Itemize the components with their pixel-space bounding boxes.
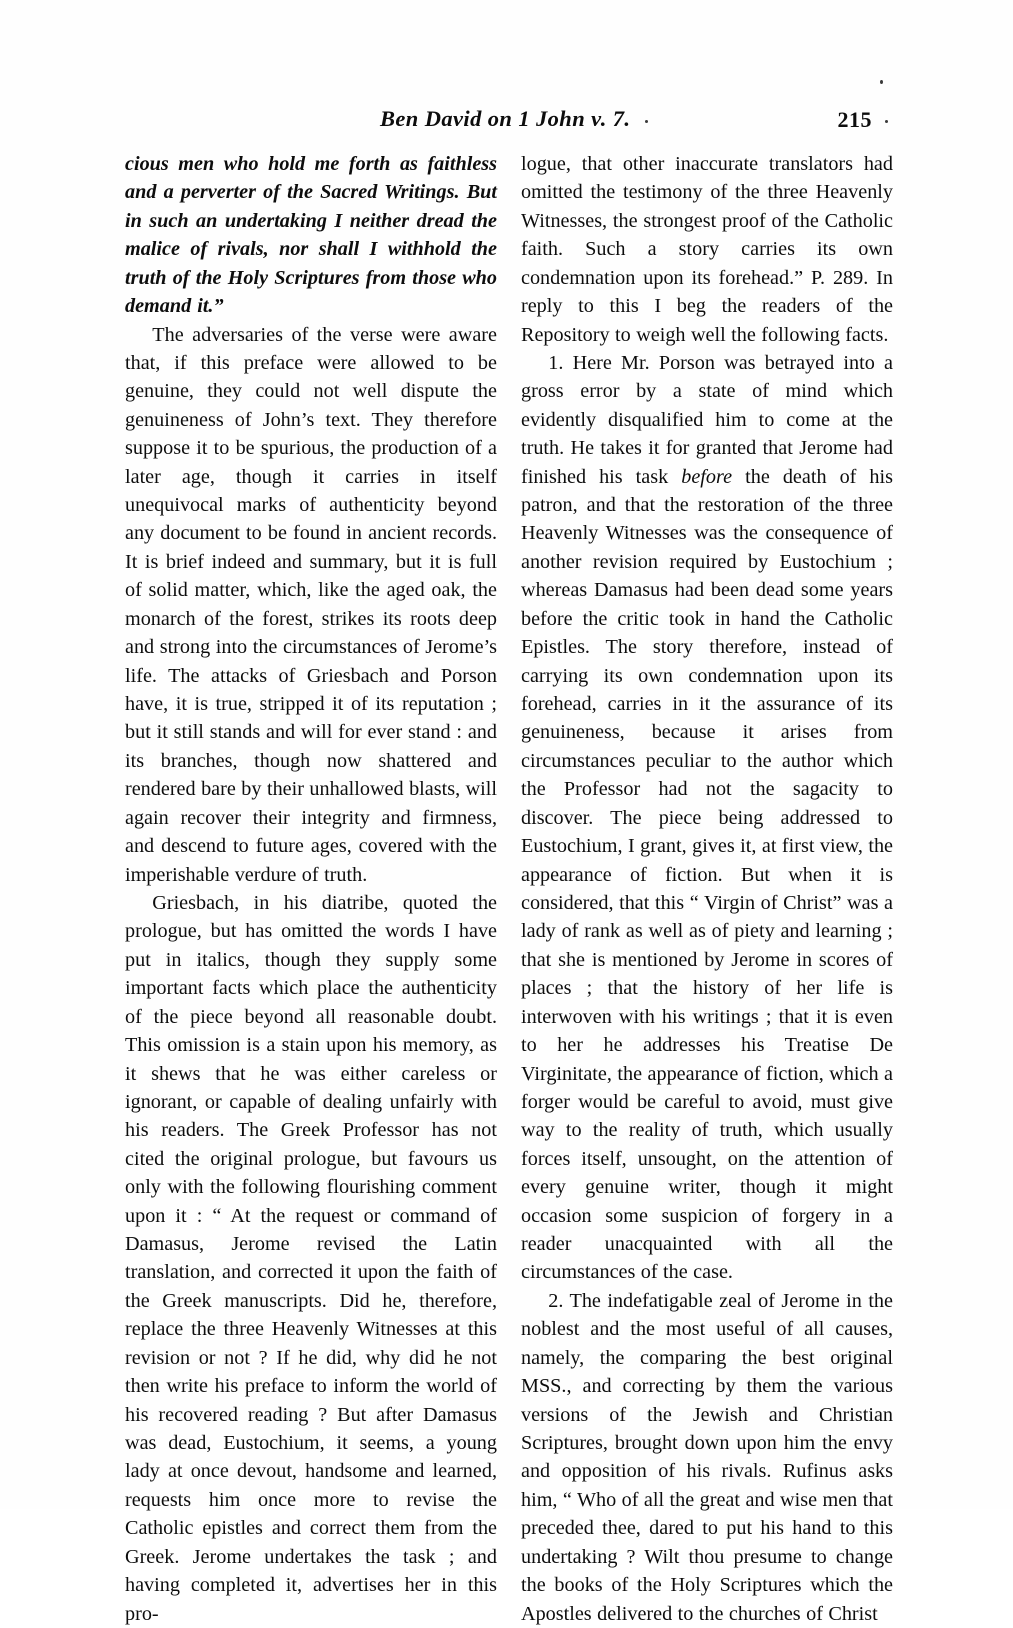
emphasis-before: before [681,465,733,488]
point-2-text: The indefatigable zeal of Jerome in the noblest and the most useful of all causes, namely, the comparing the best original MSS., and correcting by them the various versions of the Jewish and Christian Scriptures, brought down upon him the envy and opposition of his rivals. Rufinus asks him, “ Who of all the great and wise men that preceded thee, dared to put his hand to this undertaking ? Wilt thou presume to change the books of the Holy Scriptures which the Apostles delivered to the churches of Christ [521,1289,893,1625]
scan-speck-icon [885,120,888,123]
page-header-title [380,106,630,132]
header-title-text: Ben David on 1 John v. 7. [380,106,631,131]
point-1-text-after: the death of his patron, and that the restoration of the three Heavenly Witnesses was the consequence of another revision required by Eustochium ; whereas Damasus had been dead some years before the critic took in hand the Catholic Epistles. The story therefore, instead of carrying its own condemnation upon its forehead, carries in it the assurance of its genuineness, because it arises from circumstances peculiar to the author which the Professor had not the sagacity to discover. The piece being addressed to Eustochium, I grant, gives it, at first view, the appearance of fiction. But when it is considered, that this “ Virgin of Christ” was a lady of rank as well as of piety and learning ; that she is mentioned by Jerome in scores of places ; that the history of her life is interwoven with his writings ; that it is even to her he addresses his Treatise De Virginitate, the appearance of fiction, which a forger would be careful to avoid, must give way to the reality of truth, which usually forces itself, unsought, on the attention of every genuine writer, though it might occasion some suspicion of forgery in a reader unacquainted with all the circumstances of the case. [521,465,893,1284]
column-left [125,150,497,1628]
list-marker-2: 2. [548,1289,564,1312]
paragraph-numbered-point-2 [521,1287,893,1628]
column-right [521,150,893,1628]
list-marker-1: 1. [548,351,564,374]
scan-speck-icon [645,120,648,123]
paragraph-numbered-point-1 [521,349,893,1287]
paragraph-opening-quotation: cious men who hold me forth as faithless and a perverter of the Sacred Writings. But in such an undertaking I neither dread the malice of rivals, nor shall I withhold the truth of the Holy Scriptures from those who demand it.” [125,153,497,318]
running-head [125,106,890,140]
point-1-text-before: Here Mr. Porson was betrayed into a gross error by a state of mind which evidently disqualified him to come at the truth. He takes it for granted that Jerome had finished his task [521,351,893,488]
page-number: 215 [837,107,872,132]
paragraph-prologue-continuation: logue, that other inaccurate translators had omitted the testimony of the three Heavenly Witnesses, the strongest proof of the Catholic faith. Such a story carries its own condemnation upon its forehead.” P. 289. In reply to this I beg the readers of the Repository to weigh well the following facts. [521,153,893,346]
scan-speck-icon [880,80,883,84]
paragraph-adversaries: The adversaries of the verse were aware that, if this preface were allowed to be genuine, they could not well dispute the genuineness of John’s text. They therefore suppose it to be spurious, the production of a later age, though it carries in itself unequivocal marks of authenticity beyond any document to be found in ancient records. It is brief indeed and summary, but it is full of solid matter, which, like the aged oak, the monarch of the forest, strikes its roots deep and strong into the circumstances of Jerome’s life. The attacks of Griesbach and Porson have, it is true, stripped it of its reputation ; but it still stands and will for ever stand : and its branches, though now shattered and rendered bare by their unhallowed blasts, will again recover their integrity and firmness, and descend to future ages, covered with the imperishable verdure of truth. [125,323,497,886]
paragraph-griesbach-diatribe: Griesbach, in his diatribe, quoted the prologue, but has omitted the words I have put in italics, though they supply some important facts which place the authenticity of the piece beyond all reasonable doubt. This omission is a stain upon his memory, as it shews that he was either careless or ignorant, or capable of dealing unfairly with his readers. The Greek Professor has not cited the original prologue, but favours us only with the following flourishing comment upon it : “ At the request or command of Damasus, Jerome revised the Latin translation, and corrected it upon the faith of the Greek manuscripts. Did he, therefore, replace the three Heavenly Witnesses at this revision or not ? If he did, why did he not then write his preface to inform the world of his recovered reading ? But after Damasus was dead, Eustochium, it seems, a young lady at once devout, handsome and learned, requests him once more to revise the Catholic epistles and correct them from the Greek. Jerome undertakes the task ; and having completed it, advertises her in this pro- [125,891,497,1625]
